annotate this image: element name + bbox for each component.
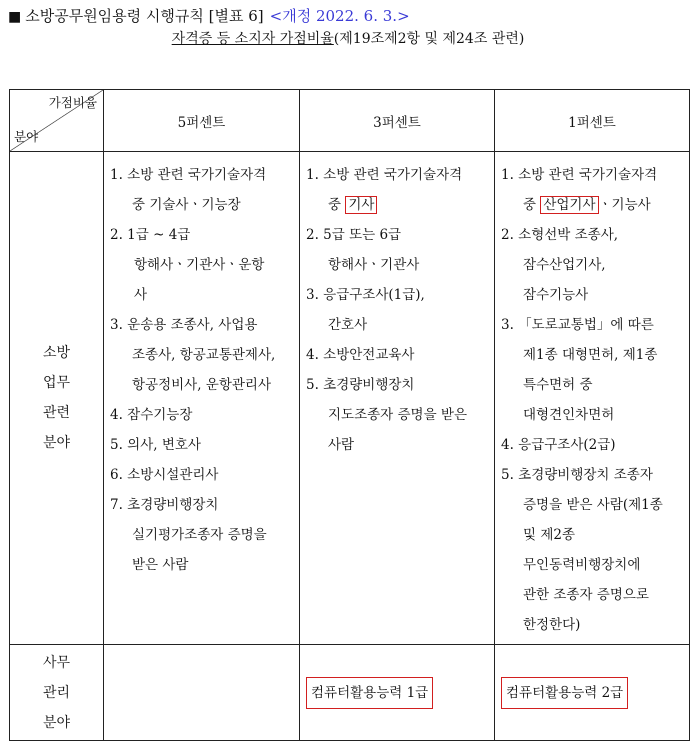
- list-item: [306, 370, 490, 460]
- list-item: [501, 220, 685, 310]
- item-line: 항해사ㆍ기관사ㆍ운항: [134, 257, 265, 273]
- list-item: [110, 490, 295, 580]
- corner-header-cell: [10, 90, 104, 152]
- item-line: 무인동력비행장치에: [523, 557, 641, 573]
- cell-3-percent-fire: [300, 152, 495, 645]
- item-line: 4. 소방안전교육사: [306, 347, 415, 363]
- item-line: 실기평가조종자 증명을: [132, 527, 267, 543]
- list-3-percent: [300, 152, 494, 464]
- fire-service-field-row: [10, 152, 690, 645]
- office-cell-wrap: [495, 677, 689, 709]
- item-line: [306, 190, 490, 220]
- list-item: [306, 280, 490, 340]
- item-line: 1. 소방 관련 국가기술자격: [110, 167, 267, 183]
- item-line: 항공정비사, 운항관리사: [132, 377, 271, 393]
- amendment-date: <개정 2022. 6. 3.>: [269, 7, 410, 25]
- list-item: [501, 310, 685, 430]
- column-header-5-percent: 5퍼센트: [104, 90, 300, 152]
- office-cell-wrap: [300, 677, 494, 709]
- list-item: [110, 460, 295, 490]
- list-item: [501, 460, 685, 640]
- highlight-box-computer-1: 컴퓨터활용능력 1급: [306, 677, 433, 709]
- item-line: 3. 응급구조사(1급),: [306, 287, 425, 303]
- item-line: 제1종 대형면허, 제1종: [523, 347, 658, 363]
- list-item: [110, 160, 295, 220]
- item-text: 중: [523, 197, 541, 213]
- item-line: 5. 초경량비행장치 조종자: [501, 467, 653, 483]
- item-line: 중 기술사ㆍ기능장: [132, 197, 241, 213]
- column-header-3-percent: 3퍼센트: [300, 90, 495, 152]
- list-item: [306, 340, 490, 370]
- item-text: 중: [328, 197, 346, 213]
- document-title: 소방공무원임용령 시행규칙 [별표 6]: [25, 7, 264, 25]
- item-line: 잠수기능사: [523, 287, 589, 303]
- list-item: [306, 160, 490, 220]
- cell-1-percent-fire: [495, 152, 690, 645]
- item-line: 특수면허 중: [523, 377, 593, 393]
- item-line: 4. 잠수기능장: [110, 407, 193, 423]
- item-line: 3. 「도로교통법」에 따른: [501, 317, 654, 333]
- item-line: 2. 5급 또는 6급: [306, 227, 402, 243]
- row-label-line: 관리: [42, 684, 71, 701]
- list-5-percent: [104, 152, 299, 584]
- document-title-line: [8, 6, 688, 27]
- cell-3-percent-office: [300, 645, 495, 741]
- list-item: [110, 400, 295, 430]
- item-line: 사: [134, 287, 148, 303]
- item-line: 5. 초경량비행장치: [306, 377, 415, 393]
- list-item: [501, 430, 685, 460]
- row-label-line: 관련: [42, 405, 71, 421]
- corner-label-rate: 가점비율: [48, 95, 97, 110]
- item-line: 7. 초경량비행장치: [110, 497, 219, 513]
- item-line: 증명을 받은 사람(제1종: [523, 497, 663, 513]
- item-line: 잠수산업기사,: [523, 257, 606, 273]
- item-line: 대형견인차면허: [523, 407, 615, 423]
- item-line: 1. 소방 관련 국가기술자격: [501, 167, 658, 183]
- item-line: 2. 소형선박 조종사,: [501, 227, 619, 243]
- item-line: 및 제2종: [523, 527, 576, 543]
- office-management-row: [10, 645, 690, 741]
- document-subtitle: [0, 30, 696, 48]
- item-line: 한정한다): [523, 617, 581, 633]
- item-line: 받은 사람: [132, 557, 189, 573]
- table-header-row: [10, 90, 690, 152]
- cell-5-percent-fire: [104, 152, 300, 645]
- corner-label-field: 분야: [14, 129, 39, 144]
- item-line: [501, 190, 685, 220]
- row-label-line: 분야: [42, 435, 71, 451]
- item-line: 간호사: [328, 317, 368, 333]
- list-item: [110, 310, 295, 400]
- list-1-percent: [495, 152, 689, 644]
- item-line: 5. 의사, 변호사: [110, 437, 201, 453]
- item-line: 조종사, 항공교통관제사,: [132, 347, 276, 363]
- item-line: 사람: [328, 437, 355, 453]
- list-item: [110, 220, 295, 310]
- bonus-rate-table: [9, 89, 690, 741]
- highlight-box-computer-2: 컴퓨터활용능력 2급: [501, 677, 628, 709]
- list-item: [110, 430, 295, 460]
- item-line: 관한 조종자 증명으로: [523, 587, 649, 603]
- subtitle-reference: (제19조제2항 및 제24조 관련): [333, 31, 525, 47]
- diagonal-header: [10, 90, 103, 151]
- item-line: 3. 운송용 조종사, 사업용: [110, 317, 258, 333]
- item-line: 항해사ㆍ기관사: [328, 257, 420, 273]
- cell-1-percent-office: [495, 645, 690, 741]
- list-item: [501, 160, 685, 220]
- item-text: ㆍ기능사: [598, 197, 651, 213]
- highlight-box-gisa: 기사: [345, 196, 377, 214]
- cell-5-percent-office: [104, 645, 300, 741]
- item-line: 1. 소방 관련 국가기술자격: [306, 167, 463, 183]
- subtitle-main: 자격증 등 소지자 가점비율: [171, 31, 334, 47]
- row-label-fire-service: [10, 152, 104, 645]
- row-label-line: 분야: [42, 714, 71, 731]
- row-label-office-management: [10, 645, 104, 741]
- list-item: [306, 220, 490, 280]
- square-bullet-icon: ■: [8, 9, 22, 25]
- item-line: 6. 소방시설관리사: [110, 467, 219, 483]
- column-header-1-percent: 1퍼센트: [495, 90, 690, 152]
- item-line: 4. 응급구조사(2급): [501, 437, 616, 453]
- row-label-line: 업무: [42, 375, 71, 391]
- row-label-line: 사무: [42, 654, 71, 671]
- highlight-box-industrial-engineer: 산업기사: [540, 196, 598, 214]
- item-line: 2. 1급 ~ 4급: [110, 227, 191, 243]
- row-label-line: 소방: [42, 345, 71, 361]
- item-line: 지도조종자 증명을 받은: [328, 407, 467, 423]
